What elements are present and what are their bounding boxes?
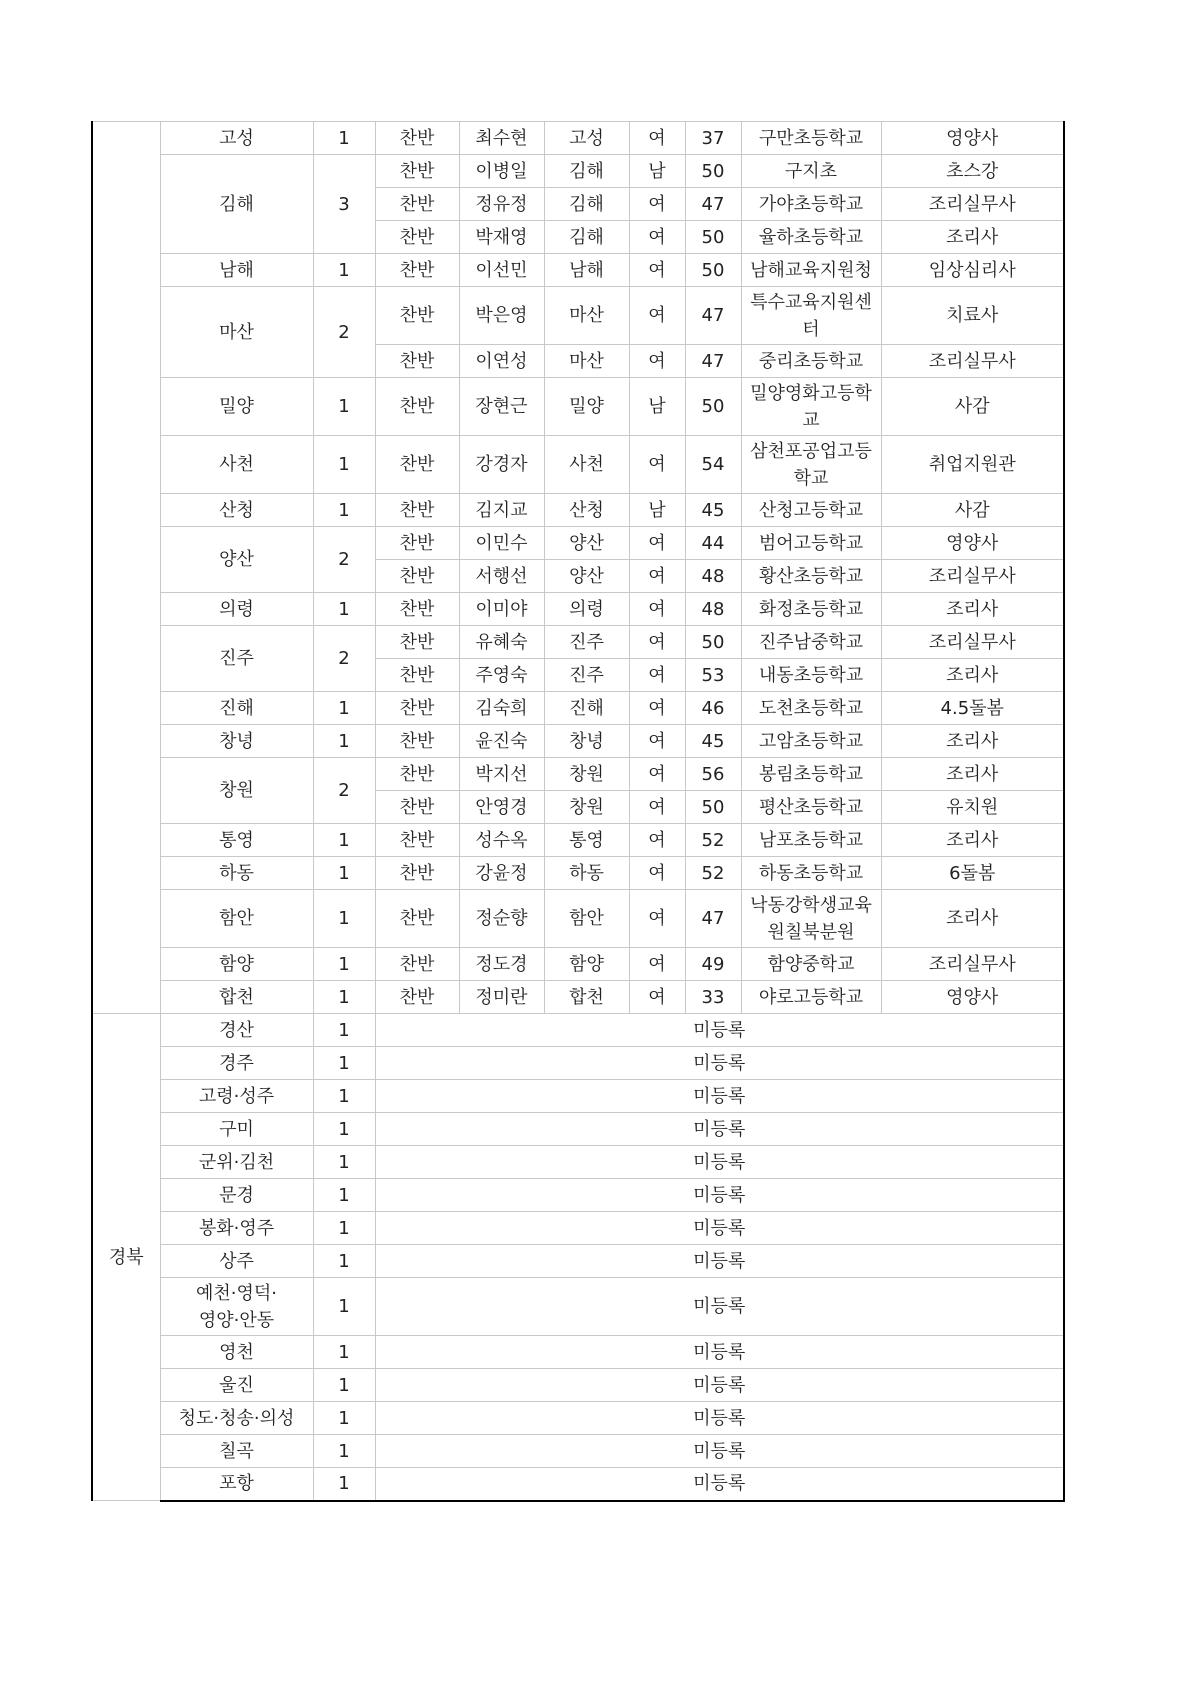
region-cell: 경북 bbox=[92, 1014, 160, 1501]
area-cell: 창녕 bbox=[160, 725, 313, 758]
count-cell: 3 bbox=[313, 155, 375, 254]
job-cell: 조리사 bbox=[881, 659, 1064, 692]
count-cell: 2 bbox=[313, 758, 375, 824]
job-cell: 취업지원관 bbox=[881, 436, 1064, 494]
name-cell: 박지선 bbox=[459, 758, 544, 791]
count-cell: 1 bbox=[313, 1435, 375, 1468]
job-cell: 6돌봄 bbox=[881, 857, 1064, 890]
table-row bbox=[92, 1402, 1064, 1435]
age-cell: 50 bbox=[685, 155, 741, 188]
table-row bbox=[92, 122, 1064, 155]
gender-cell: 여 bbox=[629, 857, 685, 890]
job-cell: 유치원 bbox=[881, 791, 1064, 824]
table-row bbox=[92, 692, 1064, 725]
count-cell: 1 bbox=[313, 1146, 375, 1179]
job-cell: 조리사 bbox=[881, 593, 1064, 626]
location-cell: 남해 bbox=[544, 254, 629, 287]
gender-cell: 여 bbox=[629, 659, 685, 692]
table-row bbox=[92, 725, 1064, 758]
status-cell: 미등록 bbox=[375, 1336, 1064, 1369]
age-cell: 37 bbox=[685, 122, 741, 155]
organization-cell: 내동초등학교 bbox=[741, 659, 881, 692]
stance-cell: 찬반 bbox=[375, 345, 459, 378]
gender-cell: 여 bbox=[629, 527, 685, 560]
organization-cell: 남해교육지원청 bbox=[741, 254, 881, 287]
job-cell: 조리사 bbox=[881, 890, 1064, 948]
job-cell: 조리실무사 bbox=[881, 188, 1064, 221]
gender-cell: 여 bbox=[629, 948, 685, 981]
name-cell: 정도경 bbox=[459, 948, 544, 981]
age-cell: 48 bbox=[685, 593, 741, 626]
table-row bbox=[92, 857, 1064, 890]
area-cell: 칠곡 bbox=[160, 1435, 313, 1468]
job-cell: 영양사 bbox=[881, 981, 1064, 1014]
location-cell: 합천 bbox=[544, 981, 629, 1014]
area-cell: 청도·청송·의성 bbox=[160, 1402, 313, 1435]
area-cell: 봉화·영주 bbox=[160, 1212, 313, 1245]
area-cell: 함안 bbox=[160, 890, 313, 948]
organization-cell: 낙동강학생교육 원칠북분원 bbox=[741, 890, 881, 948]
gender-cell: 여 bbox=[629, 981, 685, 1014]
status-cell: 미등록 bbox=[375, 1435, 1064, 1468]
table-row bbox=[92, 593, 1064, 626]
gender-cell: 여 bbox=[629, 824, 685, 857]
location-cell: 하동 bbox=[544, 857, 629, 890]
count-cell: 1 bbox=[313, 725, 375, 758]
name-cell: 강경자 bbox=[459, 436, 544, 494]
count-cell: 2 bbox=[313, 626, 375, 692]
count-cell: 2 bbox=[313, 527, 375, 593]
count-cell: 1 bbox=[313, 494, 375, 527]
name-cell: 박재영 bbox=[459, 221, 544, 254]
stance-cell: 찬반 bbox=[375, 527, 459, 560]
status-cell: 미등록 bbox=[375, 1278, 1064, 1336]
table-row bbox=[92, 1014, 1064, 1047]
count-cell: 1 bbox=[313, 1402, 375, 1435]
gender-cell: 여 bbox=[629, 188, 685, 221]
age-cell: 56 bbox=[685, 758, 741, 791]
stance-cell: 찬반 bbox=[375, 659, 459, 692]
stance-cell: 찬반 bbox=[375, 981, 459, 1014]
job-cell: 사감 bbox=[881, 378, 1064, 436]
location-cell: 양산 bbox=[544, 527, 629, 560]
count-cell: 1 bbox=[313, 122, 375, 155]
table-row bbox=[92, 1179, 1064, 1212]
organization-cell: 구만초등학교 bbox=[741, 122, 881, 155]
name-cell: 이미야 bbox=[459, 593, 544, 626]
location-cell: 진주 bbox=[544, 626, 629, 659]
name-cell: 서행선 bbox=[459, 560, 544, 593]
count-cell: 1 bbox=[313, 1278, 375, 1336]
name-cell: 이연성 bbox=[459, 345, 544, 378]
job-cell: 4.5돌봄 bbox=[881, 692, 1064, 725]
location-cell: 산청 bbox=[544, 494, 629, 527]
table-row bbox=[92, 436, 1064, 494]
table-row bbox=[92, 1080, 1064, 1113]
location-cell: 밀양 bbox=[544, 378, 629, 436]
organization-cell: 남포초등학교 bbox=[741, 824, 881, 857]
name-cell: 주영숙 bbox=[459, 659, 544, 692]
age-cell: 47 bbox=[685, 188, 741, 221]
area-cell: 통영 bbox=[160, 824, 313, 857]
count-cell: 1 bbox=[313, 1014, 375, 1047]
organization-cell: 중리초등학교 bbox=[741, 345, 881, 378]
location-cell: 창원 bbox=[544, 791, 629, 824]
name-cell: 유혜숙 bbox=[459, 626, 544, 659]
gender-cell: 여 bbox=[629, 345, 685, 378]
name-cell: 정유정 bbox=[459, 188, 544, 221]
name-cell: 성수옥 bbox=[459, 824, 544, 857]
count-cell: 1 bbox=[313, 1468, 375, 1501]
stance-cell: 찬반 bbox=[375, 758, 459, 791]
table-row bbox=[92, 1435, 1064, 1468]
organization-cell: 가야초등학교 bbox=[741, 188, 881, 221]
gender-cell: 남 bbox=[629, 378, 685, 436]
organization-cell: 황산초등학교 bbox=[741, 560, 881, 593]
count-cell: 1 bbox=[313, 378, 375, 436]
gender-cell: 여 bbox=[629, 791, 685, 824]
gender-cell: 여 bbox=[629, 890, 685, 948]
count-cell: 1 bbox=[313, 1245, 375, 1278]
gender-cell: 여 bbox=[629, 725, 685, 758]
name-cell: 이선민 bbox=[459, 254, 544, 287]
age-cell: 47 bbox=[685, 345, 741, 378]
gender-cell: 여 bbox=[629, 560, 685, 593]
table-row bbox=[92, 1468, 1064, 1501]
area-cell: 마산 bbox=[160, 287, 313, 378]
age-cell: 49 bbox=[685, 948, 741, 981]
count-cell: 2 bbox=[313, 287, 375, 378]
stance-cell: 찬반 bbox=[375, 890, 459, 948]
age-cell: 48 bbox=[685, 560, 741, 593]
location-cell: 고성 bbox=[544, 122, 629, 155]
status-cell: 미등록 bbox=[375, 1014, 1064, 1047]
area-cell: 문경 bbox=[160, 1179, 313, 1212]
stance-cell: 찬반 bbox=[375, 122, 459, 155]
location-cell: 의령 bbox=[544, 593, 629, 626]
age-cell: 50 bbox=[685, 626, 741, 659]
name-cell: 안영경 bbox=[459, 791, 544, 824]
stance-cell: 찬반 bbox=[375, 948, 459, 981]
stance-cell: 찬반 bbox=[375, 287, 459, 345]
age-cell: 47 bbox=[685, 890, 741, 948]
location-cell: 진해 bbox=[544, 692, 629, 725]
location-cell: 양산 bbox=[544, 560, 629, 593]
gender-cell: 여 bbox=[629, 593, 685, 626]
stance-cell: 찬반 bbox=[375, 436, 459, 494]
status-cell: 미등록 bbox=[375, 1212, 1064, 1245]
table-row bbox=[92, 287, 1064, 345]
organization-cell: 고암초등학교 bbox=[741, 725, 881, 758]
region-cell bbox=[92, 122, 160, 1014]
status-cell: 미등록 bbox=[375, 1146, 1064, 1179]
name-cell: 이민수 bbox=[459, 527, 544, 560]
organization-cell: 함양중학교 bbox=[741, 948, 881, 981]
count-cell: 1 bbox=[313, 981, 375, 1014]
stance-cell: 찬반 bbox=[375, 221, 459, 254]
area-cell: 상주 bbox=[160, 1245, 313, 1278]
candidate-table bbox=[91, 121, 1065, 1502]
area-cell: 창원 bbox=[160, 758, 313, 824]
organization-cell: 삼천포공업고등 학교 bbox=[741, 436, 881, 494]
status-cell: 미등록 bbox=[375, 1468, 1064, 1501]
organization-cell: 범어고등학교 bbox=[741, 527, 881, 560]
area-cell: 경주 bbox=[160, 1047, 313, 1080]
table-row bbox=[92, 1146, 1064, 1179]
location-cell: 김해 bbox=[544, 188, 629, 221]
job-cell: 영양사 bbox=[881, 122, 1064, 155]
count-cell: 1 bbox=[313, 436, 375, 494]
count-cell: 1 bbox=[313, 1179, 375, 1212]
name-cell: 정미란 bbox=[459, 981, 544, 1014]
location-cell: 창원 bbox=[544, 758, 629, 791]
count-cell: 1 bbox=[313, 1212, 375, 1245]
table-row bbox=[92, 948, 1064, 981]
area-cell: 군위·김천 bbox=[160, 1146, 313, 1179]
name-cell: 이병일 bbox=[459, 155, 544, 188]
organization-cell: 하동초등학교 bbox=[741, 857, 881, 890]
gender-cell: 여 bbox=[629, 758, 685, 791]
area-cell: 함양 bbox=[160, 948, 313, 981]
organization-cell: 율하초등학교 bbox=[741, 221, 881, 254]
stance-cell: 찬반 bbox=[375, 254, 459, 287]
gender-cell: 여 bbox=[629, 122, 685, 155]
count-cell: 1 bbox=[313, 1336, 375, 1369]
area-cell: 김해 bbox=[160, 155, 313, 254]
area-cell: 사천 bbox=[160, 436, 313, 494]
location-cell: 창녕 bbox=[544, 725, 629, 758]
age-cell: 50 bbox=[685, 221, 741, 254]
count-cell: 1 bbox=[313, 1369, 375, 1402]
organization-cell: 야로고등학교 bbox=[741, 981, 881, 1014]
age-cell: 45 bbox=[685, 494, 741, 527]
area-cell: 남해 bbox=[160, 254, 313, 287]
area-cell: 고성 bbox=[160, 122, 313, 155]
stance-cell: 찬반 bbox=[375, 725, 459, 758]
count-cell: 1 bbox=[313, 890, 375, 948]
organization-cell: 도천초등학교 bbox=[741, 692, 881, 725]
stance-cell: 찬반 bbox=[375, 494, 459, 527]
location-cell: 통영 bbox=[544, 824, 629, 857]
location-cell: 함안 bbox=[544, 890, 629, 948]
age-cell: 50 bbox=[685, 378, 741, 436]
age-cell: 50 bbox=[685, 791, 741, 824]
age-cell: 52 bbox=[685, 824, 741, 857]
name-cell: 최수현 bbox=[459, 122, 544, 155]
stance-cell: 찬반 bbox=[375, 188, 459, 221]
table-row bbox=[92, 527, 1064, 560]
area-cell: 하동 bbox=[160, 857, 313, 890]
table-row bbox=[92, 824, 1064, 857]
count-cell: 1 bbox=[313, 1047, 375, 1080]
name-cell: 김지교 bbox=[459, 494, 544, 527]
location-cell: 김해 bbox=[544, 221, 629, 254]
gender-cell: 여 bbox=[629, 436, 685, 494]
count-cell: 1 bbox=[313, 948, 375, 981]
count-cell: 1 bbox=[313, 593, 375, 626]
location-cell: 마산 bbox=[544, 287, 629, 345]
job-cell: 조리사 bbox=[881, 824, 1064, 857]
job-cell: 조리실무사 bbox=[881, 626, 1064, 659]
job-cell: 조리사 bbox=[881, 221, 1064, 254]
table-row bbox=[92, 890, 1064, 948]
count-cell: 1 bbox=[313, 692, 375, 725]
organization-cell: 특수교육지원센 터 bbox=[741, 287, 881, 345]
job-cell: 치료사 bbox=[881, 287, 1064, 345]
table-row bbox=[92, 1278, 1064, 1336]
name-cell: 김숙희 bbox=[459, 692, 544, 725]
status-cell: 미등록 bbox=[375, 1369, 1064, 1402]
table-row bbox=[92, 494, 1064, 527]
area-cell: 밀양 bbox=[160, 378, 313, 436]
area-cell: 의령 bbox=[160, 593, 313, 626]
age-cell: 52 bbox=[685, 857, 741, 890]
location-cell: 진주 bbox=[544, 659, 629, 692]
age-cell: 50 bbox=[685, 254, 741, 287]
gender-cell: 여 bbox=[629, 626, 685, 659]
age-cell: 44 bbox=[685, 527, 741, 560]
count-cell: 1 bbox=[313, 824, 375, 857]
table-row bbox=[92, 981, 1064, 1014]
job-cell: 영양사 bbox=[881, 527, 1064, 560]
table-row bbox=[92, 1047, 1064, 1080]
name-cell: 강윤정 bbox=[459, 857, 544, 890]
status-cell: 미등록 bbox=[375, 1245, 1064, 1278]
gender-cell: 남 bbox=[629, 155, 685, 188]
table-row bbox=[92, 1113, 1064, 1146]
status-cell: 미등록 bbox=[375, 1179, 1064, 1212]
organization-cell: 산청고등학교 bbox=[741, 494, 881, 527]
age-cell: 47 bbox=[685, 287, 741, 345]
organization-cell: 화정초등학교 bbox=[741, 593, 881, 626]
area-cell: 예천·영덕· 영양·안동 bbox=[160, 1278, 313, 1336]
table-row bbox=[92, 155, 1064, 188]
organization-cell: 진주남중학교 bbox=[741, 626, 881, 659]
stance-cell: 찬반 bbox=[375, 378, 459, 436]
status-cell: 미등록 bbox=[375, 1047, 1064, 1080]
stance-cell: 찬반 bbox=[375, 857, 459, 890]
area-cell: 진주 bbox=[160, 626, 313, 692]
stance-cell: 찬반 bbox=[375, 560, 459, 593]
stance-cell: 찬반 bbox=[375, 692, 459, 725]
status-cell: 미등록 bbox=[375, 1080, 1064, 1113]
stance-cell: 찬반 bbox=[375, 155, 459, 188]
organization-cell: 밀양영화고등학 교 bbox=[741, 378, 881, 436]
table-row bbox=[92, 378, 1064, 436]
job-cell: 조리사 bbox=[881, 758, 1064, 791]
gender-cell: 여 bbox=[629, 692, 685, 725]
table-row bbox=[92, 758, 1064, 791]
name-cell: 정순향 bbox=[459, 890, 544, 948]
organization-cell: 평산초등학교 bbox=[741, 791, 881, 824]
job-cell: 사감 bbox=[881, 494, 1064, 527]
stance-cell: 찬반 bbox=[375, 593, 459, 626]
stance-cell: 찬반 bbox=[375, 791, 459, 824]
age-cell: 53 bbox=[685, 659, 741, 692]
status-cell: 미등록 bbox=[375, 1402, 1064, 1435]
age-cell: 54 bbox=[685, 436, 741, 494]
stance-cell: 찬반 bbox=[375, 824, 459, 857]
gender-cell: 남 bbox=[629, 494, 685, 527]
table-row bbox=[92, 254, 1064, 287]
job-cell: 초스강 bbox=[881, 155, 1064, 188]
job-cell: 조리실무사 bbox=[881, 345, 1064, 378]
job-cell: 임상심리사 bbox=[881, 254, 1064, 287]
location-cell: 마산 bbox=[544, 345, 629, 378]
name-cell: 박은영 bbox=[459, 287, 544, 345]
location-cell: 김해 bbox=[544, 155, 629, 188]
gender-cell: 여 bbox=[629, 254, 685, 287]
count-cell: 1 bbox=[313, 1080, 375, 1113]
table-row bbox=[92, 1245, 1064, 1278]
area-cell: 합천 bbox=[160, 981, 313, 1014]
job-cell: 조리실무사 bbox=[881, 948, 1064, 981]
count-cell: 1 bbox=[313, 1113, 375, 1146]
area-cell: 경산 bbox=[160, 1014, 313, 1047]
location-cell: 함양 bbox=[544, 948, 629, 981]
age-cell: 46 bbox=[685, 692, 741, 725]
age-cell: 33 bbox=[685, 981, 741, 1014]
gender-cell: 여 bbox=[629, 221, 685, 254]
count-cell: 1 bbox=[313, 254, 375, 287]
job-cell: 조리사 bbox=[881, 725, 1064, 758]
gender-cell: 여 bbox=[629, 287, 685, 345]
name-cell: 장현근 bbox=[459, 378, 544, 436]
area-cell: 양산 bbox=[160, 527, 313, 593]
status-cell: 미등록 bbox=[375, 1113, 1064, 1146]
area-cell: 구미 bbox=[160, 1113, 313, 1146]
table-row bbox=[92, 626, 1064, 659]
area-cell: 산청 bbox=[160, 494, 313, 527]
organization-cell: 구지초 bbox=[741, 155, 881, 188]
table-row bbox=[92, 1212, 1064, 1245]
area-cell: 포항 bbox=[160, 1468, 313, 1501]
table-row bbox=[92, 1369, 1064, 1402]
location-cell: 사천 bbox=[544, 436, 629, 494]
area-cell: 울진 bbox=[160, 1369, 313, 1402]
count-cell: 1 bbox=[313, 857, 375, 890]
age-cell: 45 bbox=[685, 725, 741, 758]
area-cell: 진해 bbox=[160, 692, 313, 725]
table-row bbox=[92, 1336, 1064, 1369]
area-cell: 영천 bbox=[160, 1336, 313, 1369]
area-cell: 고령·성주 bbox=[160, 1080, 313, 1113]
name-cell: 윤진숙 bbox=[459, 725, 544, 758]
stance-cell: 찬반 bbox=[375, 626, 459, 659]
organization-cell: 봉림초등학교 bbox=[741, 758, 881, 791]
job-cell: 조리실무사 bbox=[881, 560, 1064, 593]
